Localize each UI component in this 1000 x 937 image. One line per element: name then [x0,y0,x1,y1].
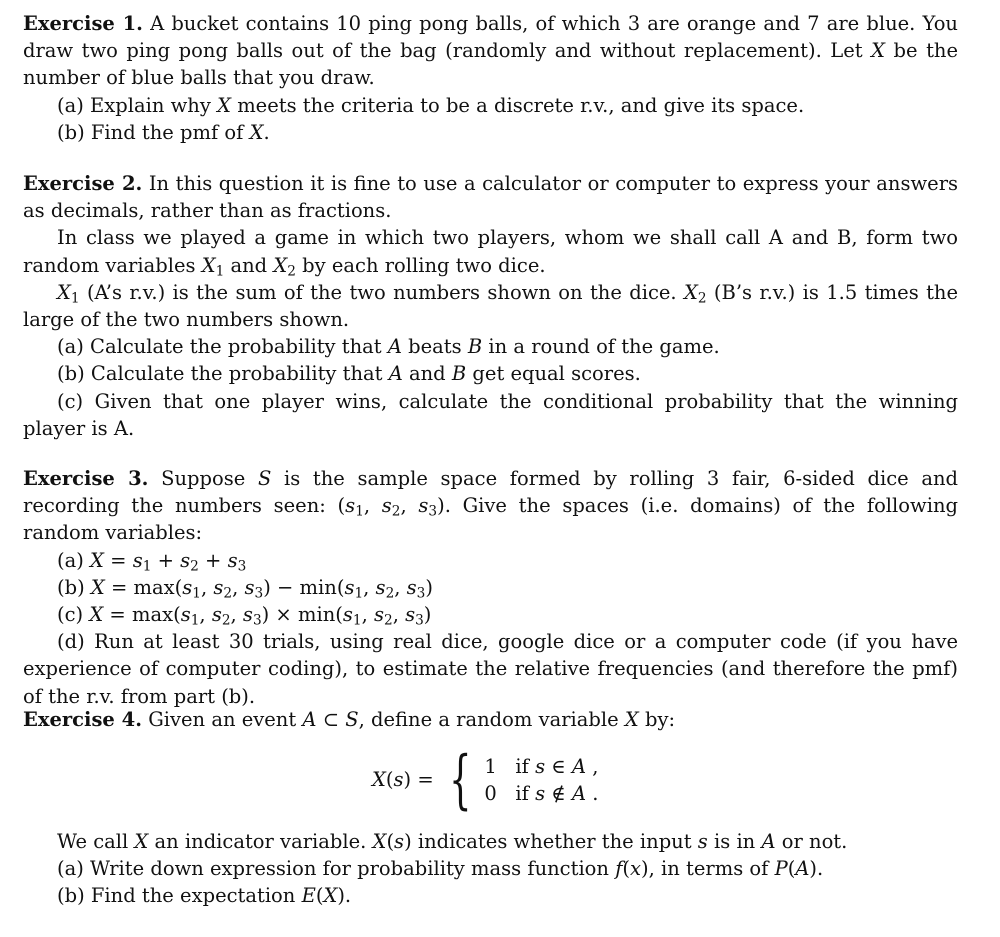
exercise-4-part-a: (a) Write down expression for probability mass function f(x), in terms of P(A). [57,857,824,881]
exercise-2-part-a: (a) Calculate the probability that A beats B in a round of the game. [57,335,720,359]
exercise-4-after [23,828,958,910]
exercise-2-heading: Exercise 2. [23,172,143,195]
exercise-3-part-a: (a) $X = s_1 + s_2 + s_3$ [57,548,247,575]
exercise-4-description: We call X an indicator variable. X(s) indicates whether the input s is in A or not. [57,830,848,853]
exercise-3-heading: Exercise 3. [23,467,149,490]
exercise-2-part-c: (c) Given that one player wins, calculate the conditional probability that the winning player is A. [23,389,958,440]
exercise-1 [23,10,958,146]
exercise-1-intro: Exercise 1. A bucket contains 10 ping pong balls, of which 3 are orange and 7 are blue. You draw two ping pong balls out of the bag (randomly and without replacement). Let X be the number of blue balls that you draw. [23,12,959,90]
case-in-A: 1 if s ∈ A , [484,755,599,778]
exercise-3-part-b: (b) $X = \max(s_1$, $s_2$, $s_3) - \min(s_1$, $s_2$, $s_3$) [57,575,433,602]
exercise-2 [23,170,958,442]
exercise-3-part-c: (c) $X = \max(s_1$, $s_2$, $s_3) \times \min(s_1$, $s_2$, $s_3$) [57,603,432,629]
exercise-2-part-b: (b) Calculate the probability that A and B get equal scores. [57,362,641,386]
exercise-3 [23,465,958,710]
exercise-2-para-1: In class we played a game in which two players, whom we shall call A and B, form two random variables $X_1$ and $X_2$ by each rolling two dice. [23,226,958,280]
left-brace: { [448,743,472,817]
exercise-1-part-b: (b) Find the pmf of X. [57,120,270,144]
exercise-2-para-2: $X_1$ (A’s r.v.) is the sum of the two numbers shown on the dice. $X_2$ (B’s r.v.) is 1.5 times the large of the two numbers shown. [23,280,958,332]
formula-cases [484,753,598,807]
exercise-1-part-a: (a) Explain why X meets the criteria to be a discrete r.v., and give its space. [57,93,805,117]
exercise-3-part-d: (d) Run at least 30 trials, using real dice, google dice or a computer code (if you have experience of computer coding), to estimate the relative frequencies (and therefore the pmf) of the r.v. from part (b). [23,630,959,708]
exercise-4 [23,706,958,733]
exercise-1-heading: Exercise 1. [23,12,143,35]
exercise-4-heading: Exercise 4. [23,708,142,731]
indicator-formula: X ( s ) = { 1 if s ∈ A , 0 if s ∉ A . [372,743,599,817]
exercise-2-intro: Exercise 2. In this question it is fine to use a calculator or computer to express your answers as decimals, rather than as fractions. [23,172,959,223]
exercise-3-intro: Exercise 3. Suppose S is the sample space formed by rolling 3 fair, 6-sided dice and recording the numbers seen: ($s_1$, $s_2$, $s_3$). Give the spaces (i.e. domains) of the following random variables: [23,467,959,545]
exercise-4-intro: Exercise 4. Given an event A ⊂ S, define a random variable X by: [23,708,676,731]
exercise-4-part-b: (b) Find the expectation E(X). [57,884,352,908]
case-not-in-A: 0 if s ∉ A . [484,782,599,805]
